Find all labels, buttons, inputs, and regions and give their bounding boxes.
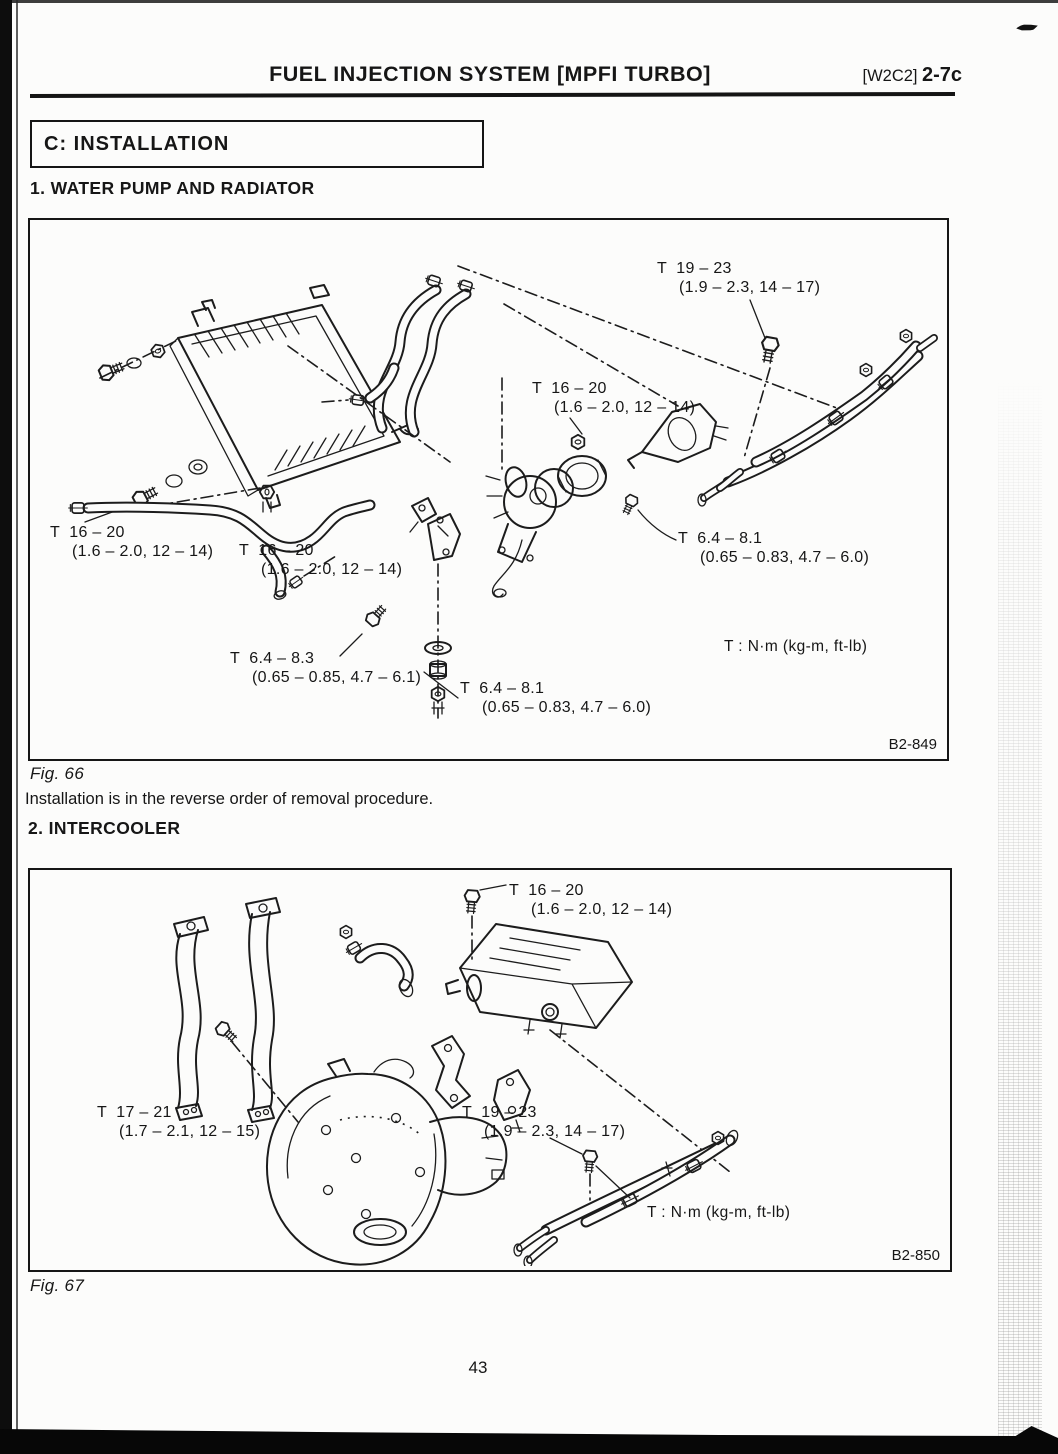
page-number: 43 <box>468 1358 488 1377</box>
torque-label: T 19 – 23 (1.9 – 2.3, 14 – 17) <box>462 1104 626 1140</box>
figure-66-frame <box>28 218 949 761</box>
installation-heading: C: INSTALLATION <box>44 132 230 155</box>
body-text: Installation is in the reverse order of removal procedure. <box>25 790 434 808</box>
figure-67-caption: Fig. 67 <box>30 1276 85 1295</box>
torque-label: T 17 – 21 (1.7 – 2.1, 12 – 15) <box>97 1104 261 1140</box>
figure-66-caption: Fig. 66 <box>30 764 85 783</box>
scan-fold-line <box>16 0 18 1454</box>
scan-noise-band <box>998 330 1042 1440</box>
torque-unit-note: T : N·m (kg-m, ft-lb) <box>647 1204 791 1221</box>
installation-heading-box <box>30 120 484 168</box>
subsection-intercooler: 2. INTERCOOLER <box>28 818 181 838</box>
subsection-water-pump-radiator: 1. WATER PUMP AND RADIATOR <box>30 178 315 198</box>
scan-edge-bottom <box>0 1426 1058 1454</box>
torque-label: T 6.4 – 8.1 (0.65 – 0.83, 4.7 – 6.0) <box>460 680 652 716</box>
torque-label: T 6.4 – 8.3 (0.65 – 0.85, 4.7 – 6.1) <box>230 650 422 686</box>
torque-label: T 16 – 20 (1.6 – 2.0, 12 – 14) <box>532 380 696 416</box>
fig67-labels <box>30 870 950 1270</box>
model-code: [W2C2] <box>862 67 918 85</box>
torque-label: T 16 – 20 (1.6 – 2.0, 12 – 14) <box>239 542 403 578</box>
section-code: [W2C2] 2-7c <box>862 64 962 86</box>
torque-label: T 16 – 20 (1.6 – 2.0, 12 – 14) <box>50 524 214 560</box>
figure-67-frame <box>28 868 952 1272</box>
scan-edge-left <box>0 0 12 1454</box>
torque-label: T 16 – 20 (1.6 – 2.0, 12 – 14) <box>509 882 673 918</box>
figure-ref-code: B2-849 <box>888 736 937 753</box>
fig66-labels <box>30 220 947 759</box>
torque-unit-note: T : N·m (kg-m, ft-lb) <box>724 638 868 655</box>
torque-label: T 6.4 – 8.1 (0.65 – 0.83, 4.7 – 6.0) <box>678 530 870 566</box>
figure-ref-code: B2-850 <box>891 1247 940 1264</box>
scan-edge-top <box>0 0 1058 3</box>
torque-label: T 19 – 23 (1.9 – 2.3, 14 – 17) <box>657 260 821 296</box>
scan-smudge <box>1016 23 1039 33</box>
header-rule <box>30 92 955 98</box>
page-title: FUEL INJECTION SYSTEM [MPFI TURBO] <box>269 62 711 86</box>
